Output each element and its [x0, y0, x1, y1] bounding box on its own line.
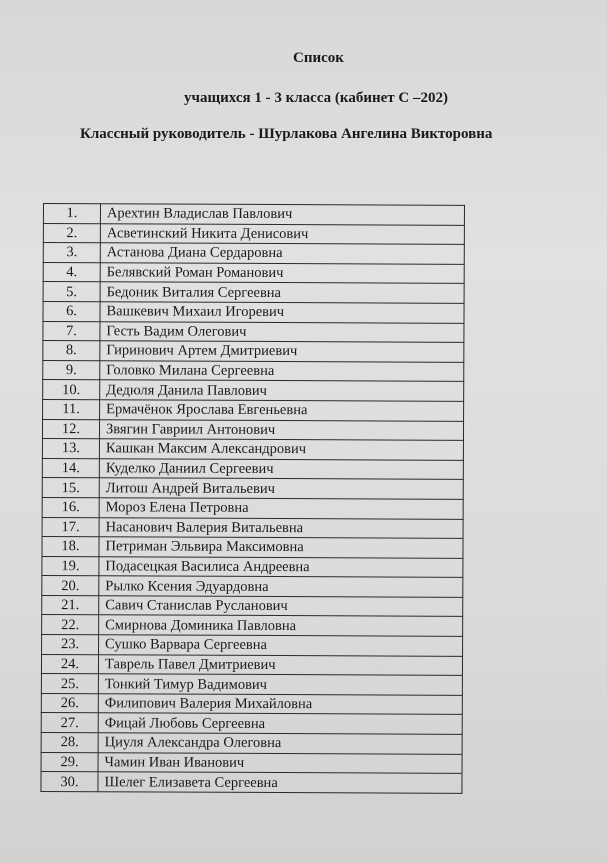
table-row: [42, 635, 463, 656]
student-name: Фицай Любовь Сергеевна: [98, 713, 462, 734]
student-name: Астанова Диана Сердаровна: [100, 243, 464, 264]
student-name: Звягин Гавриил Антонович: [99, 419, 463, 440]
row-number: 13.: [42, 439, 99, 459]
row-number: 27.: [41, 713, 98, 733]
row-number: 10.: [43, 380, 100, 400]
table-row: [42, 537, 463, 558]
table-row: [43, 341, 464, 362]
table-row: [43, 282, 464, 303]
table-row: [43, 223, 464, 244]
page-title: Список: [293, 50, 344, 66]
student-name: Кашкан Максим Александрович: [99, 439, 463, 460]
table-row: [42, 615, 463, 636]
student-name: Рылко Ксения Эдуардовна: [99, 576, 463, 597]
row-number: 24.: [41, 654, 98, 674]
student-name: Вашкевич Михаил Игоревич: [100, 302, 464, 323]
row-number: 29.: [41, 752, 98, 772]
student-name: Куделко Даниил Сергеевич: [99, 458, 463, 479]
table-row: [42, 556, 463, 577]
row-number: 6.: [43, 301, 100, 321]
student-name: Арехтин Владислав Павлович: [100, 204, 464, 225]
table-row: [41, 654, 462, 675]
roster-body: [41, 204, 465, 794]
student-name: Савич Станислав Русланович: [99, 596, 463, 617]
page-subtitle: учащихся 1 - 3 класса (кабинет С –202): [184, 90, 448, 106]
student-name: Головко Милана Сергеевна: [100, 360, 464, 381]
student-name: Мороз Елена Петровна: [99, 498, 463, 519]
student-name: Гесть Вадим Олегович: [100, 321, 464, 342]
row-number: 1.: [43, 204, 100, 224]
row-number: 12.: [42, 419, 99, 439]
row-number: 5.: [43, 282, 100, 302]
student-name: Асветинский Никита Денисович: [100, 223, 464, 244]
table-row: [43, 321, 464, 342]
table-row: [43, 380, 464, 401]
student-name: Смирнова Доминика Павловна: [99, 615, 463, 636]
row-number: 23.: [42, 635, 99, 655]
table-row: [41, 674, 462, 695]
row-number: 8.: [43, 341, 100, 361]
row-number: 22.: [42, 615, 99, 635]
table-row: [42, 458, 463, 479]
student-name: Ермачёнок Ярослава Евгеньевна: [100, 400, 464, 421]
table-row: [43, 301, 464, 322]
row-number: 28.: [41, 733, 98, 753]
table-row: [41, 752, 462, 773]
table-row: [41, 772, 462, 793]
row-number: 3.: [43, 243, 100, 263]
student-name: Литош Андрей Витальевич: [99, 478, 463, 499]
table-row: [42, 419, 463, 440]
table-row: [42, 595, 463, 616]
table-row: [42, 497, 463, 518]
table-row: [41, 713, 462, 734]
table-row: [42, 517, 463, 538]
student-name: Таврель Павел Дмитриевич: [98, 654, 462, 675]
row-number: 7.: [43, 321, 100, 341]
row-number: 9.: [43, 360, 100, 380]
student-name: Бедоник Виталия Сергеевна: [100, 282, 464, 303]
student-name: Белявский Роман Романович: [100, 263, 464, 284]
student-name: Гиринович Артем Дмитриевич: [100, 341, 464, 362]
student-name: Филипович Валерия Михайловна: [98, 694, 462, 715]
table-row: [43, 204, 464, 225]
row-number: 14.: [42, 458, 99, 478]
student-name: Насанович Валерия Витальевна: [99, 517, 463, 538]
row-number: 25.: [41, 674, 98, 694]
student-name: Циуля Александра Олеговна: [98, 733, 462, 754]
row-number: 16.: [42, 497, 99, 517]
table-row: [43, 360, 464, 381]
row-number: 17.: [42, 517, 99, 537]
table-row: [42, 478, 463, 499]
student-name: Дедюля Данила Павлович: [100, 380, 464, 401]
table-row: [43, 262, 464, 283]
student-name: Чамин Иван Иванович: [98, 752, 462, 773]
student-name: Петриман Эльвира Максимовна: [99, 537, 463, 558]
student-name: Сушко Варвара Сергеевна: [99, 635, 463, 656]
table-row: [43, 399, 464, 420]
student-roster-table: [40, 203, 465, 794]
row-number: 26.: [41, 693, 98, 713]
row-number: 21.: [42, 595, 99, 615]
row-number: 20.: [42, 576, 99, 596]
student-name: Тонкий Тимур Вадимович: [98, 674, 462, 695]
row-number: 15.: [42, 478, 99, 498]
row-number: 2.: [43, 223, 100, 243]
row-number: 11.: [43, 399, 100, 419]
row-number: 18.: [42, 537, 99, 557]
table-row: [41, 693, 462, 714]
table-row: [42, 439, 463, 460]
student-name: Подасецкая Василиса Андреевна: [99, 556, 463, 577]
table-row: [42, 576, 463, 597]
table-row: [43, 243, 464, 264]
row-number: 4.: [43, 262, 100, 282]
row-number: 30.: [41, 772, 98, 792]
row-number: 19.: [42, 556, 99, 576]
class-teacher-line: Классный руководитель - Шурлакова Ангелина Викторовна: [80, 126, 493, 142]
student-name: Шелег Елизавета Сергеевна: [98, 772, 462, 793]
table-row: [41, 733, 462, 754]
